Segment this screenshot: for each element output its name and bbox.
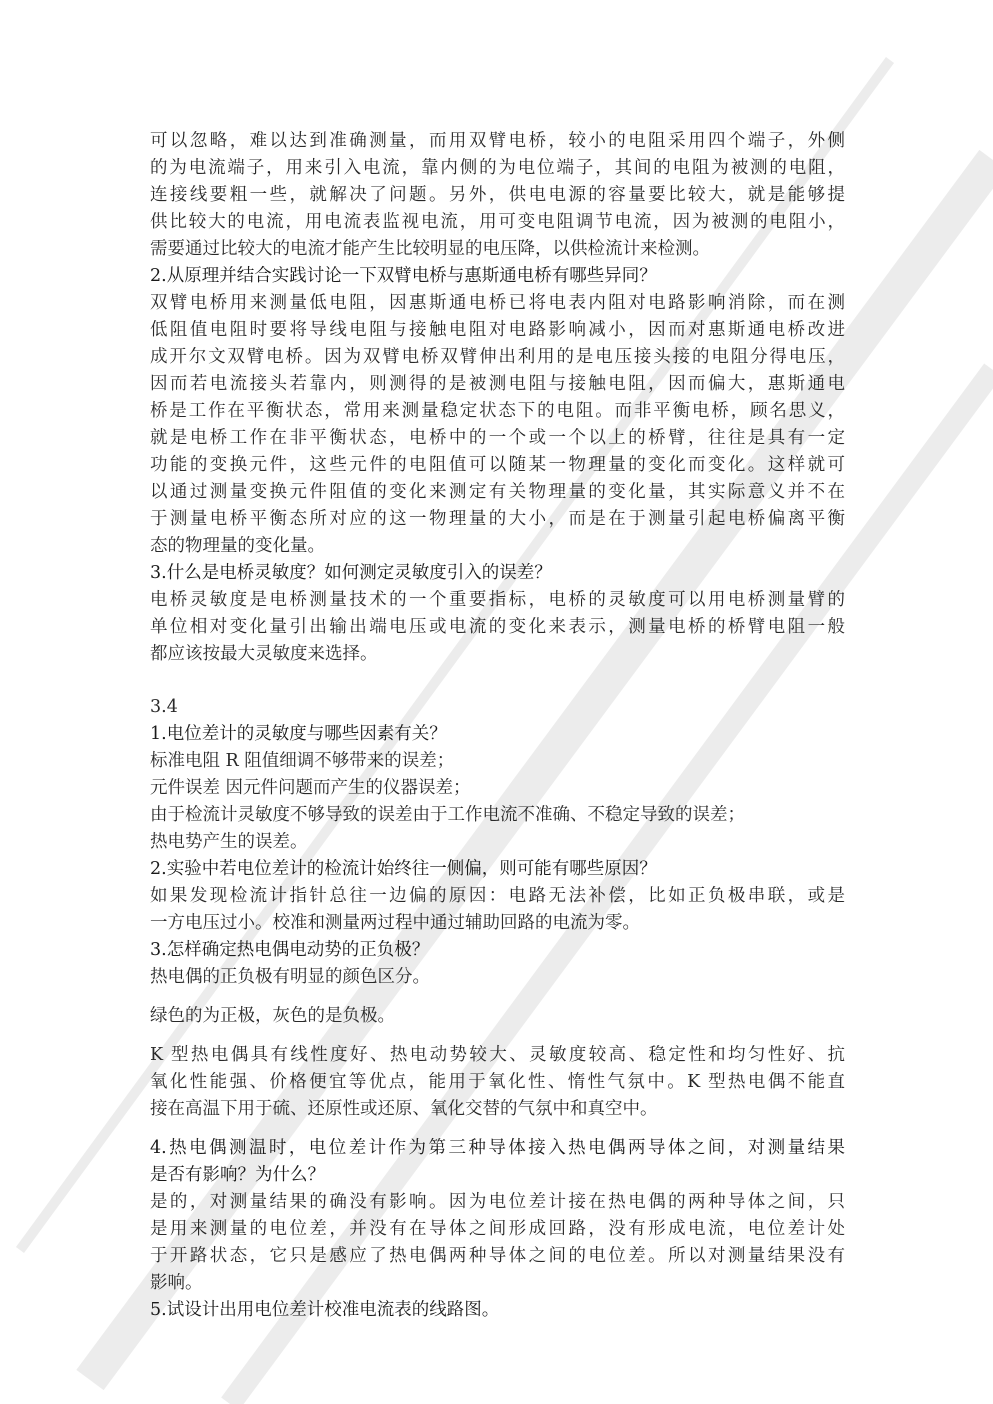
text-line: 由于检流计灵敏度不够导致的误差由于工作电流不准确、不稳定导致的误差； [150,805,745,825]
text-line: 元件误差 因元件问题而产生的仪器误差； [150,778,471,798]
text-line: 单位相对变化量引出输出端电压或电流的变化来表示，测量电桥的桥臂电阻一般 [150,617,845,637]
text-line: 可以忽略，难以达到准确测量，而用双臂电桥，较小的电阻采用四个端子，外侧 [150,131,845,151]
text-line: 热电偶的正负极有明显的颜色区分。 [150,967,430,987]
spacer [150,1030,845,1042]
text-line: 因而若电流接头若靠内，则测得的是被测电阻与接触电阻，因而偏大，惠斯通电 [150,374,845,394]
spacer [150,991,845,1003]
text-line: 以通过测量变换元件阻值的变化来测定有关物理量的变化量，其实际意义并不在 [150,482,845,502]
question-heading: 3.什么是电桥灵敏度？如何测定灵敏度引入的误差？ [150,563,552,583]
text-line: 低阻值电阻时要将导线电阻与接触电阻对电路影响减小，因而对惠斯通电桥改进 [150,320,845,340]
text-line: 热电势产生的误差。 [150,832,308,852]
text-line: 都应该按最大灵敏度来选择。 [150,644,378,664]
question-heading: 2.从原理并结合实践讨论一下双臂电桥与惠斯通电桥有哪些异同？ [150,266,657,286]
question-heading: 2.实验中若电位差计的检流计始终往一侧偏，则可能有哪些原因？ [150,859,657,879]
text-line: 标准电阻 R 阻值细调不够带来的误差； [150,751,455,771]
question-heading: 是否有影响？为什么？ [150,1165,325,1185]
text-line: 的为电流端子，用来引入电流，靠内侧的为电位端子，其间的电阻为被测的电阻， [150,158,845,178]
question-heading: 3.怎样确定热电偶电动势的正负极？ [150,940,430,960]
text-line: 接在高温下用于硫、还原性或还原、氧化交替的气氛中和真空中。 [150,1099,658,1119]
text-line: 供比较大的电流，用电流表监视电流，用可变电阻调节电流，因为被测的电阻小， [150,212,845,232]
question-heading: 4.热电偶测温时，电位差计作为第三种导体接入热电偶两导体之间，对测量结果 [150,1138,845,1158]
text-line: 是的，对测量结果的确没有影响。因为电位差计接在热电偶的两种导体之间，只 [150,1192,845,1212]
text-line: 双臂电桥用来测量低电阻，因惠斯通电桥已将电表内阻对电路影响消除，而在测 [150,293,845,313]
paragraph [150,1189,845,1297]
text-line: 电桥灵敏度是电桥测量技术的一个重要指标，电桥的灵敏度可以用电桥测量臂的 [150,590,845,610]
text-line: 一方电压过小。校准和测量两过程中通过辅助回路的电流为零。 [150,913,640,933]
text-line: 功能的变换元件，这些元件的电阻值可以随某一物理量的变化而变化。这样就可 [150,455,845,475]
text-line: 连接线要粗一些，就解决了问题。另外，供电电源的容量要比较大，就是能够提 [150,185,845,205]
document-body [150,128,845,1324]
question-heading: 1.电位差计的灵敏度与哪些因素有关？ [150,724,447,744]
text-line: 就是电桥工作在非平衡状态，电桥中的一个或一个以上的桥臂，往往是具有一定 [150,428,845,448]
text-line: 于测量电桥平衡态所对应的这一物理量的大小，而是在于测量引起电桥偏离平衡 [150,509,845,529]
text-line: 影响。 [150,1273,203,1293]
text-line: 成开尔文双臂电桥。因为双臂电桥双臂伸出利用的是电压接头接的电阻分得电压， [150,347,845,367]
paragraph [150,587,845,668]
paragraph [150,290,845,560]
section-number: 3.4 [150,697,178,717]
text-line: 如果发现检流计指针总往一边偏的原因：电路无法补偿，比如正负极串联，或是 [150,886,845,906]
text-line: 态的物理量的变化量。 [150,536,325,556]
question-heading: 5.试设计出用电位差计校准电流表的线路图。 [150,1300,500,1320]
text-line: 氧化性能强、价格便宜等优点，能用于氧化性、惰性气氛中。K 型热电偶不能直 [150,1072,845,1092]
text-line: 桥是工作在平衡状态，常用来测量稳定状态下的电阻。而非平衡电桥，顾名思义， [150,401,845,421]
spacer [150,1123,845,1135]
spacer [150,668,845,694]
text-line: 绿色的为正极，灰色的是负极。 [150,1006,395,1026]
text-line: K 型热电偶具有线性度好、热电动势较大、灵敏度较高、稳定性和均匀性好、抗 [150,1045,845,1065]
text-line: 是用来测量的电位差，并没有在导体之间形成回路，没有形成电流，电位差计处 [150,1219,845,1239]
text-line: 需要通过比较大的电流才能产生比较明显的电压降，以供检流计来检测。 [150,239,710,259]
text-line: 于开路状态，它只是感应了热电偶两种导体之间的电位差。所以对测量结果没有 [150,1246,845,1266]
paragraph [150,128,845,263]
paragraph [150,1042,845,1123]
